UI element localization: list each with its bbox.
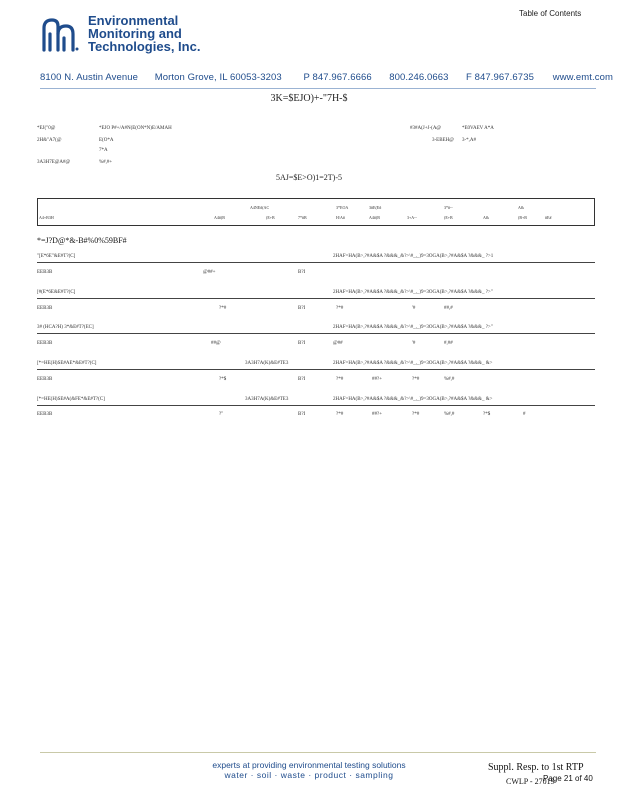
emt-logo-icon	[40, 14, 80, 54]
client-value: *EJO P#+/A#N(E(ON*N)E/AMAH	[99, 126, 172, 131]
row-1-analyte: "[E*6E"&E#T?(C]	[37, 254, 76, 259]
row-2-v2: B?I	[298, 306, 306, 311]
company-name-line-1: Environmental	[88, 13, 179, 28]
row-5-v3: ?*#	[336, 412, 344, 417]
city-address: Morton Grove, IL 60053-3203	[154, 72, 282, 83]
row-4-v5: ?*#	[412, 377, 420, 382]
company-name	[88, 14, 200, 53]
row-5-analyte: [*=HE(H)SE#A(&FE*&E#T?(C]	[37, 397, 105, 402]
company-name-line-2: Monitoring and	[88, 26, 182, 41]
row-5-v4: ##?+	[372, 412, 383, 417]
fax-number: F 847.967.6735	[466, 72, 534, 83]
row-1-unit: EEB3B	[37, 270, 53, 275]
row-4-v2: B?I	[298, 377, 306, 382]
row-1-method: 2HAF=HA(B>,?#A&$A ?&&&_&?>\#_,_)9=3OGA(B>,?#A&$A ?&&&_ ?>1	[333, 254, 494, 259]
row-3-method: 2HAF=HA(B>,?#A&$A ?&&&_&?>\#_,_)9=3OGA(B>,?#A&$A ?&&&_ ?>"	[333, 325, 493, 330]
report-label: #3#A(J+J-(A@	[410, 126, 442, 131]
row-5-v2: B?I	[298, 412, 306, 417]
row-3-v2: B?I	[298, 341, 306, 346]
row-3-unit: EEB3B	[37, 341, 53, 346]
header-col-4: 7*#B	[298, 215, 307, 220]
row-1-v1: @##+	[203, 270, 216, 275]
header-col-5-top: 3*EOA	[336, 205, 349, 210]
sample-label: 3A3H7E@A#@	[37, 160, 71, 165]
row-5-mid: 3A3H7A(K)&E#TE3	[245, 397, 289, 402]
footer-tagline: experts at providing environmental testing solutions	[212, 760, 406, 770]
bullet-icon: ·	[349, 770, 356, 780]
service-waste: waste	[280, 770, 306, 780]
service-soil: soil	[256, 770, 272, 780]
row-2-v3: ?*#	[336, 306, 344, 311]
row-5-v8: #	[523, 412, 526, 417]
header-col-10: (B+B	[518, 215, 527, 220]
address-bar	[40, 72, 613, 83]
page-number: Page 21 of 40	[543, 774, 593, 783]
tollfree-number: 800.246.0663	[389, 72, 449, 83]
table-of-contents-link[interactable]: Table of Contents	[519, 9, 582, 18]
company-name-line-3: Technologies, Inc.	[88, 39, 201, 54]
project-value: E(O*A	[99, 138, 114, 143]
service-sampling: sampling	[355, 770, 394, 780]
row-3-v5: '#	[412, 341, 416, 346]
bullet-icon: ·	[308, 770, 315, 780]
sample-value: %#,#+	[99, 160, 113, 165]
header-col-6: A4#(B	[369, 215, 380, 220]
report-title: 3K=$EJO)+-"7H-$	[270, 93, 348, 104]
row-1-divider	[37, 262, 595, 263]
header-col-11: #E#	[545, 215, 552, 220]
row-2-v1: ?*#	[219, 306, 227, 311]
row-5-v5: ?*#	[412, 412, 420, 417]
row-3-v6: #,##	[444, 341, 453, 346]
row-1-v2: B?I	[298, 270, 306, 275]
row-5-v6: %#,#	[444, 412, 455, 417]
report-value: *E0VAEV A*A	[462, 126, 494, 131]
header-col-analyte: A4+B3H	[39, 215, 54, 220]
row-3-divider	[37, 333, 595, 334]
row-4-divider	[37, 369, 595, 370]
row-3-v1: ##@	[211, 341, 221, 346]
bullet-icon: ·	[250, 770, 257, 780]
service-water: water	[224, 770, 248, 780]
header-col-2-top: A4NE#(AC	[250, 205, 270, 210]
row-4-unit: EEB3B	[37, 377, 53, 382]
row-3-v3: @##	[333, 341, 343, 346]
row-2-unit: EEB3B	[37, 306, 53, 311]
row-5-unit: EEB3B	[37, 412, 53, 417]
bates-number: CWLP - 27019	[506, 777, 555, 786]
header-col-6-top: 3#E(E#	[369, 205, 382, 210]
header-col-3: (E+B	[266, 215, 275, 220]
client-label: *EJ("0@	[37, 126, 56, 131]
row-4-mid: 3A3H7A(K)&E#TE3	[245, 361, 289, 366]
header-col-8-top: 3*#--	[444, 205, 453, 210]
results-table-header	[37, 198, 595, 226]
row-2-method: 2HAF=HA(B>,?#A&$A ?&&&_&?>\#_,_)9=3OGA(B>,?#A&$A ?&&&_ ?>"	[333, 290, 493, 295]
header-col-7: 3+A--	[407, 215, 417, 220]
website-link[interactable]: www.emt.com	[552, 72, 613, 83]
header-col-8: (E+B	[444, 215, 453, 220]
project-label: 2H&"A7(@	[37, 138, 62, 143]
row-5-method: 2HAF=HA(B>,?#A&$A ?&&&_&?>\#_,_)9=3OGA(B>,?#A&$A ?&&&_ &>	[333, 397, 493, 402]
header-divider	[40, 88, 596, 89]
section-title: 5AJ=$E>O)1=2T)-5	[276, 173, 342, 182]
phone-number: P 847.967.6666	[303, 72, 372, 83]
supplemental-response-label: Suppl. Resp. to 1st RTP	[488, 762, 584, 773]
row-2-divider	[37, 298, 595, 299]
lab-label: 3-EBEH@	[432, 138, 454, 143]
row-4-v1: ?*$	[219, 377, 227, 382]
header-col-9-top: A&	[518, 205, 524, 210]
header-col-5: H/A#	[336, 215, 345, 220]
row-5-v1: ?"	[219, 412, 224, 417]
row-3-analyte: 3# (HCA?H) 3*&E#T?(EC]	[37, 325, 94, 330]
street-address: 8100 N. Austin Avenue	[40, 72, 139, 83]
lab-value: 3-*,A#	[462, 138, 477, 143]
row-5-divider	[37, 405, 595, 406]
bullet-icon: ·	[274, 770, 281, 780]
header-col-2: A4#(B	[214, 215, 225, 220]
row-2-v6: ##,#	[444, 306, 453, 311]
row-4-analyte: [*=HE(H)SE#AE*&E#T?(C]	[37, 361, 97, 366]
row-4-v3: ?*#	[336, 377, 344, 382]
row-2-analyte: [#(E*6E&E#T?(C]	[37, 290, 76, 295]
row-4-v4: ##?+	[372, 377, 383, 382]
footer-divider	[40, 752, 596, 753]
project-value-2: 7*A	[99, 148, 108, 153]
sample-title: *=J?D@*&-B#%0%59BF#	[37, 236, 127, 245]
service-product: product	[314, 770, 347, 780]
row-4-method: 2HAF=HA(B>,?#A&$A ?&&&_&?>\#_,_)9=3OGA(B>,?#A&$A ?&&&_ &>	[333, 361, 493, 366]
header-col-9: A&	[483, 215, 489, 220]
row-4-v6: %#,#	[444, 377, 455, 382]
row-5-v7: ?*$	[483, 412, 491, 417]
row-2-v5: '#	[412, 306, 416, 311]
